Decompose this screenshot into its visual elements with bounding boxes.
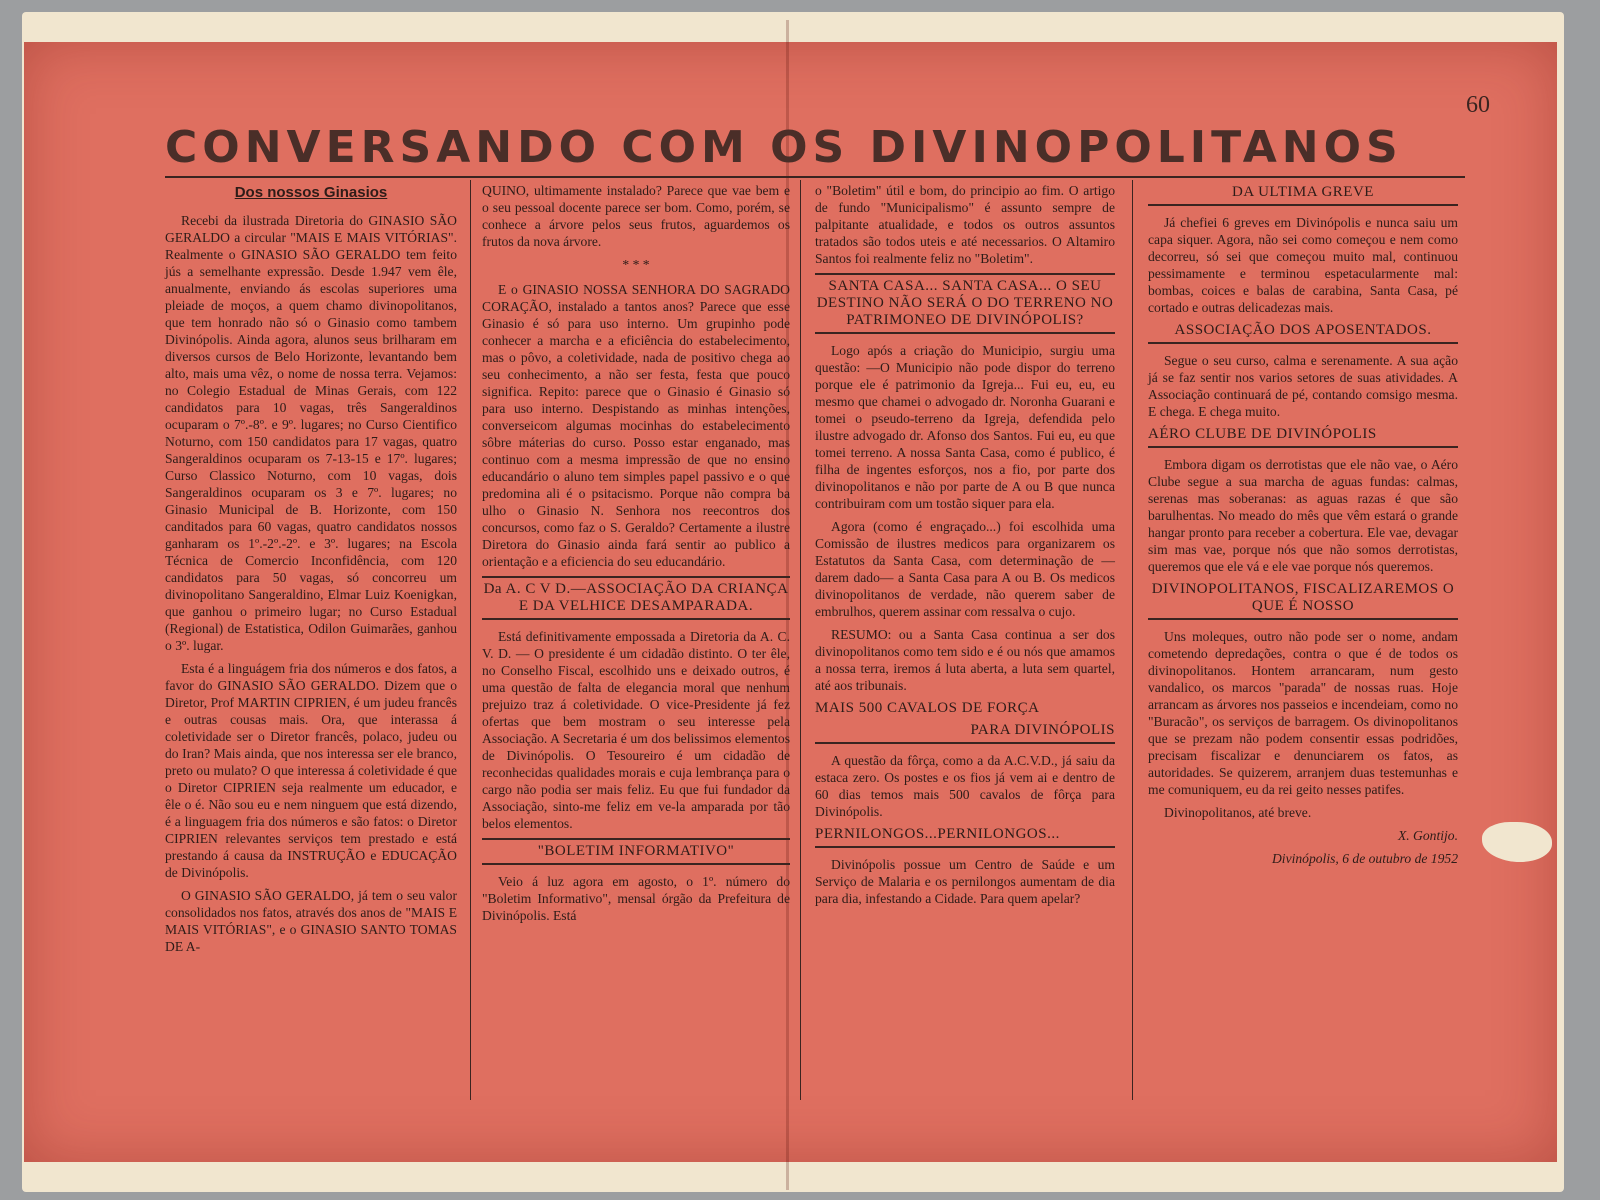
column-divider: [470, 180, 471, 1100]
column-4: [1148, 182, 1458, 873]
section-heading: MAIS 500 CAVALOS DE FORÇA: [815, 700, 1040, 716]
column-divider: [1132, 180, 1133, 1100]
article-paragraph: RESUMO: ou a Santa Casa continua a ser dos divinopolitanos como tem sido e é ou nós que amamos a nossa terra, iremos á luta aberta, a luta sem quartel, até aos tribunais.: [815, 627, 1115, 693]
article-paragraph: o "Boletim" útil e bom, do principio ao fim. O artigo de fundo "Municipalismo" é assunto sempre de palpitante atualidade, e todos os outros assuntos tratados são todos uteis e até necessarios. O Altamiro Santos foi realmente feliz no "Boletim".: [815, 183, 1115, 266]
column-2: [482, 182, 790, 930]
article-paragraph: Recebi da ilustrada Diretoria do GINASIO SÃO GERALDO a circular "MAIS E MAIS VITÓRIAS". Realmente o GINASIO SÃO GERALDO tem feito jús a semelhante expressão. Desde 1.947 vem êle, anualmente, enviando ás escolas superiores uma pleiade de moços, a quem chamo divinopolitanos, que tem honrado não só o Ginasio como tambem Divinópolis. Ainda agora, alunos seus brilharam em diversos cursos de Belo Horizonte, levantando bem alto, mais uma vêz, o nome de nossa terra. Vejamos: no Colegio Estadual de Minas Gerais, com 122 candidatos para 10 vagas, três Sangeraldinos ocuparam o 7º.-8º. e 9º. lugares; no Curso Cientifico Noturno, com 150 candidatos para 17 vagas, quatro Sangeraldinos ocuparam os 7-13-15 e 17º. lugares; Curso Classico Noturno, com 10 vagas, dois Sangeraldinos ocuparam os 3 e 7º. lugares; no Ginasio Municipal de B. Horizonte, com 150 canditados para 60 vagas, quatro candidatos nossos ganharam os 1º.-2º.-2º. e 3º. lugares; na Escola Técnica de Comercio Inconfidência, com 120 candidatos para 50 vagas, só concorreu um divinopolitano Sangeraldino, Elmar Luiz Koenigkan, que ganhou o primeiro lugar; no Curso Estadual (Regional) de Estatistica, Odilon Guimarães, ganhou o 3º. lugar.: [165, 213, 457, 653]
masthead-rule: [165, 176, 1465, 178]
article-paragraph: QUINO, ultimamente instalado? Parece que vae bem e o seu pessoal docente parece ser bom. Como, porém, se conhece a árvore pelos seus frutos, aguardemos os frutos da nova árvore.: [482, 183, 790, 249]
section-heading: PARA DIVINÓPOLIS: [815, 722, 1115, 744]
article-paragraph: Embora digam os derrotistas que ele não vae, o Aéro Clube segue a sua marcha de aguas fundas: calmas, serenas mas soberanas: as aguas razas é que são barulhentas. No meado do mês que vêm estará o grande hangar pronto para receber a cobertura. Ele vae, devagar sim mas vae, porque nós que não somos derrotistas, queremos que ele vá e ele vae porque nós queremos.: [1148, 457, 1458, 574]
article-paragraph: Divinópolis possue um Centro de Saúde e um Serviço de Malaria e os pernilongos aumentam de dia para dia, infestando a Cidade. Para quem apelar?: [815, 857, 1115, 906]
page-number: 60: [1466, 92, 1490, 118]
dateline: Divinópolis, 6 de outubro de 1952: [1271, 851, 1458, 866]
section-heading: AÉRO CLUBE DE DIVINÓPOLIS: [1148, 426, 1458, 448]
column-3: [815, 182, 1115, 913]
article-paragraph: Segue o seu curso, calma e serenamente. A sua ação já se faz sentir nos varios setores de suas atividades. A Associação continuará de pé, contando comsigo mesma. E chega. E chega muito.: [1148, 353, 1458, 419]
section-heading: ASSOCIAÇÃO DOS APOSENTADOS.: [1148, 322, 1458, 344]
article-paragraph: E o GINASIO NOSSA SENHORA DO SAGRADO CORAÇÃO, instalado a tantos anos? Parece que esse Ginasio é só para uso interno. Um grupinho pode conhecer a marcha e a eficiência do estabelecimento, mas o pôvo, a coletividade, nada de positivo chega ao seu conhecimento, a não ser festa, festa que pouco significa. Repito: parece que o Ginasio é Ginasio só para uso interno. Despistando as minhas intenções, converseicom algumas mocinhas do estabelecimento sôbre máterias do curso. Posso estar enganado, mas continuo com a mesma impressão de que no ensino educandário o aluno tem simples papel passivo e o que predomina ali é o psitacismo. Porque não compra ba ulho o Ginasio N. Senhora nos reecontros dos concursos, como faz o S. Geraldo? Certamente a ilustre Diretora do Ginasio ainda fará sentir ao publico a orientação e a eficiencia do seu educandário.: [482, 282, 790, 569]
article-paragraph: Está definitivamente empossada a Diretoria da A. C. V. D. — O presidente é um cidadão distinto. O ter êle, no Conselho Fiscal, escolhido uns e deixado outros, é uma questão de falta de elegancia moral que nenhum prejuizo traz á coletividade. O vice-Presidente já fez ofertas que bem mostram o seu interesse pela Associação. A Secretaria é um dos belissimos elementos de Divinópolis. O Tesoureiro é um cidadão de reconhecidas qualidades morais e cuja lembrança para o cargo não podia ser mais feliz. Eu que fui fundador da Associação, sinto-me feliz em ve-la amparada por tão belos elementos.: [482, 629, 790, 831]
masthead-title: CONVERSANDO COM OS DIVINOPOLITANOS: [165, 122, 1403, 173]
article-paragraph: Agora (como é engraçado...) foi escolhida uma Comissão de ilustres medicos para organizarem os Estatutos da Santa Casa, com determinação de —darem dado— a Santa Casa para A ou B. Os medicos divinopolitanos de verdade, não querem saber de embrulhos, querem assinar com ressalva o cujo.: [815, 519, 1115, 619]
article-paragraph: A questão da fôrça, como a da A.C.V.D., já saiu da estaca zero. Os postes e os fios já vem ai e dentro de 60 dias temos mais 500 cavalos de fôrça para Divinópolis.: [815, 753, 1115, 819]
section-heading: "BOLETIM INFORMATIVO": [482, 838, 790, 865]
author-signature: X. Gontijo.: [1397, 828, 1458, 843]
article-paragraph: O GINASIO SÃO GERALDO, já tem o seu valor consolidados nos fatos, através dos anos de "MAIS E MAIS VITÓRIAS", e o GINASIO SANTO TOMAS DE A-: [165, 888, 457, 954]
section-heading: PERNILONGOS...PERNILONGOS...: [815, 826, 1115, 848]
section-separator: * * *: [622, 257, 650, 272]
article-paragraph: Esta é a linguágem fria dos números e dos fatos, a favor do GINASIO SÃO GERALDO. Dizem que o Diretor, Prof MARTIN CIPRIEN, é um judeu francês e outras cousas mais. Ora, que interassa á coletividade ser o Diretor francês, polaco, judeu ou do Iran? Mais ainda, que nos interessa ser ele branco, preto ou mulato? O que interessa á coletividade é que o Diretor CIPRIEN seja realmente um educador, e êle o é. Não sou eu e nem ninguem que está dizendo, é a linguagem fria dos números e são fatos: o Diretor CIPRIEN relevantes serviços tem prestado e está prestando á causa da INSTRUÇÃO e EDUCAÇÃO de Divinópolis.: [165, 661, 457, 880]
article-paragraph: Logo após a criação do Municipio, surgiu uma questão: —O Municipio não pode dispor do terreno porque ele é patrimonio da Igreja... Fui eu, eu, eu mesmo que chamei o advogado dr. Noronha Guarani e tomei o pseudo-terreno da Igreja, defendida pelo ilustre advogado dr. Afonso dos Santos. Fui eu, eu que tomei terreno. A nossa Santa Casa, como é publico, é filha de ingentes esforços, nos a fio, por parte dos divinopolitanos e não por parte de A ou B que nunca contribuiram com um tostão siquer para ela.: [815, 343, 1115, 511]
section-heading: SANTA CASA... SANTA CASA... O SEU DESTINO NÃO SERÁ O DO TERRENO NO PATRIMONEO DE DIVINÓPOLIS?: [815, 273, 1115, 334]
section-heading: Da A. C V D.—ASSOCIAÇÃO DA CRIANÇA E DA VELHICE DESAMPARADA.: [482, 576, 790, 620]
article-paragraph: Já chefiei 6 greves em Divinópolis e nunca saiu um capa siquer. Agora, não sei como começou e nem como decorreu, só sei que começou muito mal, continuou pessimamente e terminou espetacularmente mal: bombas, coices e balas de carabina, Santa Casa, pé cortado e outras delicadezas mais.: [1148, 215, 1458, 315]
article-paragraph: Uns moleques, outro não pode ser o nome, andam cometendo depredações, contra o que é de todos os divinopolitanos. Hontem arrancaram, num gesto vandalico, os marcos "parada" de nossas ruas. Hoje arrancam as árvores nos passeios e incendeiam, como no "Buracão", os serviços de barragem. Os divinopolitanos que se prezam não podem consentir essas podridões, precisam fiscalizar e denunciarem os fatos, as autoridades. Se quizerem, arranjem duas testemunhas e me comuniquem, eu da rei geito nesses patifes.: [1148, 629, 1458, 797]
column-divider: [800, 180, 801, 1100]
column-1: [165, 182, 457, 961]
article-paragraph: Veio á luz agora em agosto, o 1º. número do "Boletim Informativo", mensal órgão da Prefeitura de Divinópolis. Está: [482, 874, 790, 923]
closing-line: Divinopolitanos, até breve.: [1164, 805, 1312, 820]
section-heading: DA ULTIMA GREVE: [1148, 184, 1458, 206]
section-heading: DIVINOPOLITANOS, FISCALIZAREMOS O QUE É NOSSO: [1148, 581, 1458, 620]
section-heading: Dos nossos Ginasios: [234, 184, 388, 201]
